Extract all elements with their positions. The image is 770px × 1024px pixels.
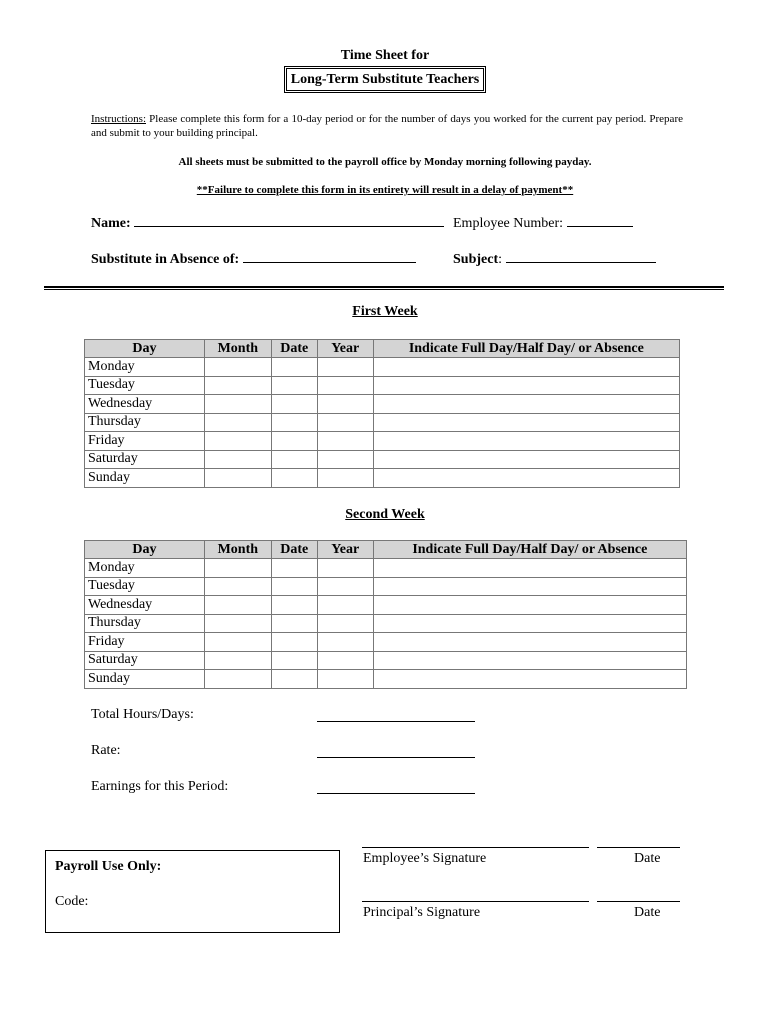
month-cell[interactable]	[204, 358, 271, 377]
subject-field[interactable]	[506, 250, 656, 263]
employee-number-row	[453, 214, 633, 232]
day-cell: Saturday	[85, 651, 205, 670]
principal-signature-line[interactable]	[362, 901, 589, 902]
year-cell[interactable]	[317, 469, 373, 488]
table-header-row	[85, 340, 680, 358]
instructions-text: Please complete this form for a 10-day period or for the number of days you worked for the current pay period. Prepare and submit to your building principal.	[91, 113, 683, 139]
total-hours-label: Total Hours/Days:	[91, 707, 194, 722]
header-day: Day	[85, 340, 205, 358]
employee-date-label: Date	[634, 851, 661, 866]
header-month: Month	[204, 340, 271, 358]
year-cell[interactable]	[317, 633, 373, 652]
attendance-cell[interactable]	[373, 395, 679, 414]
date-cell[interactable]	[271, 395, 317, 414]
year-cell[interactable]	[317, 376, 373, 395]
total-hours-field[interactable]	[317, 707, 475, 722]
week-title-first: First Week	[352, 304, 418, 319]
employee-number-field[interactable]	[567, 214, 633, 227]
date-cell[interactable]	[271, 469, 317, 488]
table-row	[85, 432, 680, 451]
header-year: Year	[317, 541, 373, 559]
day-cell: Monday	[85, 559, 205, 578]
table-row	[85, 577, 687, 596]
day-cell: Thursday	[85, 614, 205, 633]
year-cell[interactable]	[317, 651, 373, 670]
month-cell[interactable]	[204, 413, 271, 432]
table-row	[85, 450, 680, 469]
second-week-table	[84, 540, 687, 689]
date-cell[interactable]	[271, 614, 317, 633]
year-cell[interactable]	[317, 450, 373, 469]
date-cell[interactable]	[271, 596, 317, 615]
year-cell[interactable]	[317, 413, 373, 432]
date-cell[interactable]	[271, 651, 317, 670]
header-indicate: Indicate Full Day/Half Day/ or Absence	[373, 340, 679, 358]
principal-signature-label: Principal’s Signature	[363, 905, 481, 920]
form-subtitle: Long-Term Substitute Teachers	[284, 66, 487, 93]
employee-signature-label: Employee’s Signature	[363, 851, 487, 866]
year-cell[interactable]	[317, 614, 373, 633]
name-label: Name:	[91, 216, 131, 231]
table-header-row	[85, 541, 687, 559]
instructions-label: Instructions:	[91, 113, 146, 125]
day-cell: Friday	[85, 633, 205, 652]
attendance-cell[interactable]	[373, 432, 679, 451]
table-row	[85, 614, 687, 633]
day-cell: Sunday	[85, 469, 205, 488]
principal-date-label: Date	[634, 905, 661, 920]
payroll-use-box	[45, 850, 340, 933]
attendance-cell[interactable]	[373, 596, 686, 615]
date-cell[interactable]	[271, 376, 317, 395]
name-row	[91, 214, 444, 232]
substitute-field[interactable]	[243, 250, 416, 263]
year-cell[interactable]	[317, 432, 373, 451]
substitute-row	[91, 250, 416, 268]
year-cell[interactable]	[317, 596, 373, 615]
header-date: Date	[271, 541, 317, 559]
year-cell[interactable]	[317, 559, 373, 578]
day-cell: Tuesday	[85, 376, 205, 395]
date-cell[interactable]	[271, 559, 317, 578]
day-cell: Tuesday	[85, 577, 205, 596]
year-cell[interactable]	[317, 395, 373, 414]
attendance-cell[interactable]	[373, 469, 679, 488]
month-cell[interactable]	[204, 450, 271, 469]
day-cell: Wednesday	[85, 395, 205, 414]
payroll-deadline-notice: All sheets must be submitted to the payroll office by Monday morning following payday.	[178, 156, 592, 168]
table-row	[85, 559, 687, 578]
attendance-cell[interactable]	[373, 614, 686, 633]
month-cell[interactable]	[204, 469, 271, 488]
day-cell: Wednesday	[85, 596, 205, 615]
day-cell: Saturday	[85, 450, 205, 469]
month-cell[interactable]	[204, 651, 271, 670]
month-cell[interactable]	[204, 614, 271, 633]
instructions	[91, 112, 683, 140]
section-divider	[44, 286, 724, 290]
table-row	[85, 469, 680, 488]
date-cell[interactable]	[271, 670, 317, 689]
header-indicate: Indicate Full Day/Half Day/ or Absence	[373, 541, 686, 559]
month-cell[interactable]	[204, 559, 271, 578]
attendance-cell[interactable]	[373, 577, 686, 596]
table-row	[85, 633, 687, 652]
date-cell[interactable]	[271, 450, 317, 469]
substitute-label: Substitute in Absence of:	[91, 252, 240, 267]
month-cell[interactable]	[204, 432, 271, 451]
subject-colon: :	[498, 252, 503, 267]
month-cell[interactable]	[204, 633, 271, 652]
earnings-label: Earnings for this Period:	[91, 779, 229, 794]
attendance-cell[interactable]	[373, 450, 679, 469]
subject-row	[453, 250, 656, 268]
table-row	[85, 358, 680, 377]
date-cell[interactable]	[271, 358, 317, 377]
attendance-cell[interactable]	[373, 358, 679, 377]
date-cell[interactable]	[271, 413, 317, 432]
table-row	[85, 596, 687, 615]
attendance-cell[interactable]	[373, 651, 686, 670]
attendance-cell[interactable]	[373, 559, 686, 578]
day-cell: Friday	[85, 432, 205, 451]
year-cell[interactable]	[317, 358, 373, 377]
day-cell: Sunday	[85, 670, 205, 689]
header-month: Month	[204, 541, 271, 559]
earnings-field[interactable]	[317, 779, 475, 794]
attendance-cell[interactable]	[373, 633, 686, 652]
header-date: Date	[271, 340, 317, 358]
month-cell[interactable]	[204, 670, 271, 689]
day-cell: Thursday	[85, 413, 205, 432]
rate-field[interactable]	[317, 743, 475, 758]
rate-label: Rate:	[91, 743, 121, 758]
payroll-code-label: Code:	[55, 894, 89, 909]
date-cell[interactable]	[271, 633, 317, 652]
payroll-heading: Payroll Use Only:	[55, 859, 162, 874]
month-cell[interactable]	[204, 395, 271, 414]
table-row	[85, 651, 687, 670]
month-cell[interactable]	[204, 577, 271, 596]
day-cell: Monday	[85, 358, 205, 377]
employee-signature-line[interactable]	[362, 847, 589, 848]
year-cell[interactable]	[317, 670, 373, 689]
name-field[interactable]	[134, 214, 444, 227]
form-title: Time Sheet for	[340, 48, 430, 63]
date-cell[interactable]	[271, 432, 317, 451]
table-row	[85, 376, 680, 395]
week-title-second: Second Week	[345, 507, 425, 522]
header-day: Day	[85, 541, 205, 559]
attendance-cell[interactable]	[373, 376, 679, 395]
table-row	[85, 670, 687, 689]
employee-number-label: Employee Number:	[453, 216, 564, 231]
month-cell[interactable]	[204, 376, 271, 395]
principal-date-line[interactable]	[597, 901, 680, 902]
first-week-table	[84, 339, 680, 488]
date-cell[interactable]	[271, 577, 317, 596]
subject-label: Subject	[453, 252, 499, 267]
employee-date-line[interactable]	[597, 847, 680, 848]
month-cell[interactable]	[204, 596, 271, 615]
year-cell[interactable]	[317, 577, 373, 596]
attendance-cell[interactable]	[373, 413, 679, 432]
attendance-cell[interactable]	[373, 670, 686, 689]
form-subtitle-wrap	[0, 66, 770, 93]
table-row	[85, 395, 680, 414]
failure-warning-notice: **Failure to complete this form in its entirety will result in a delay of payment**	[196, 184, 574, 196]
header-year: Year	[317, 340, 373, 358]
table-row	[85, 413, 680, 432]
